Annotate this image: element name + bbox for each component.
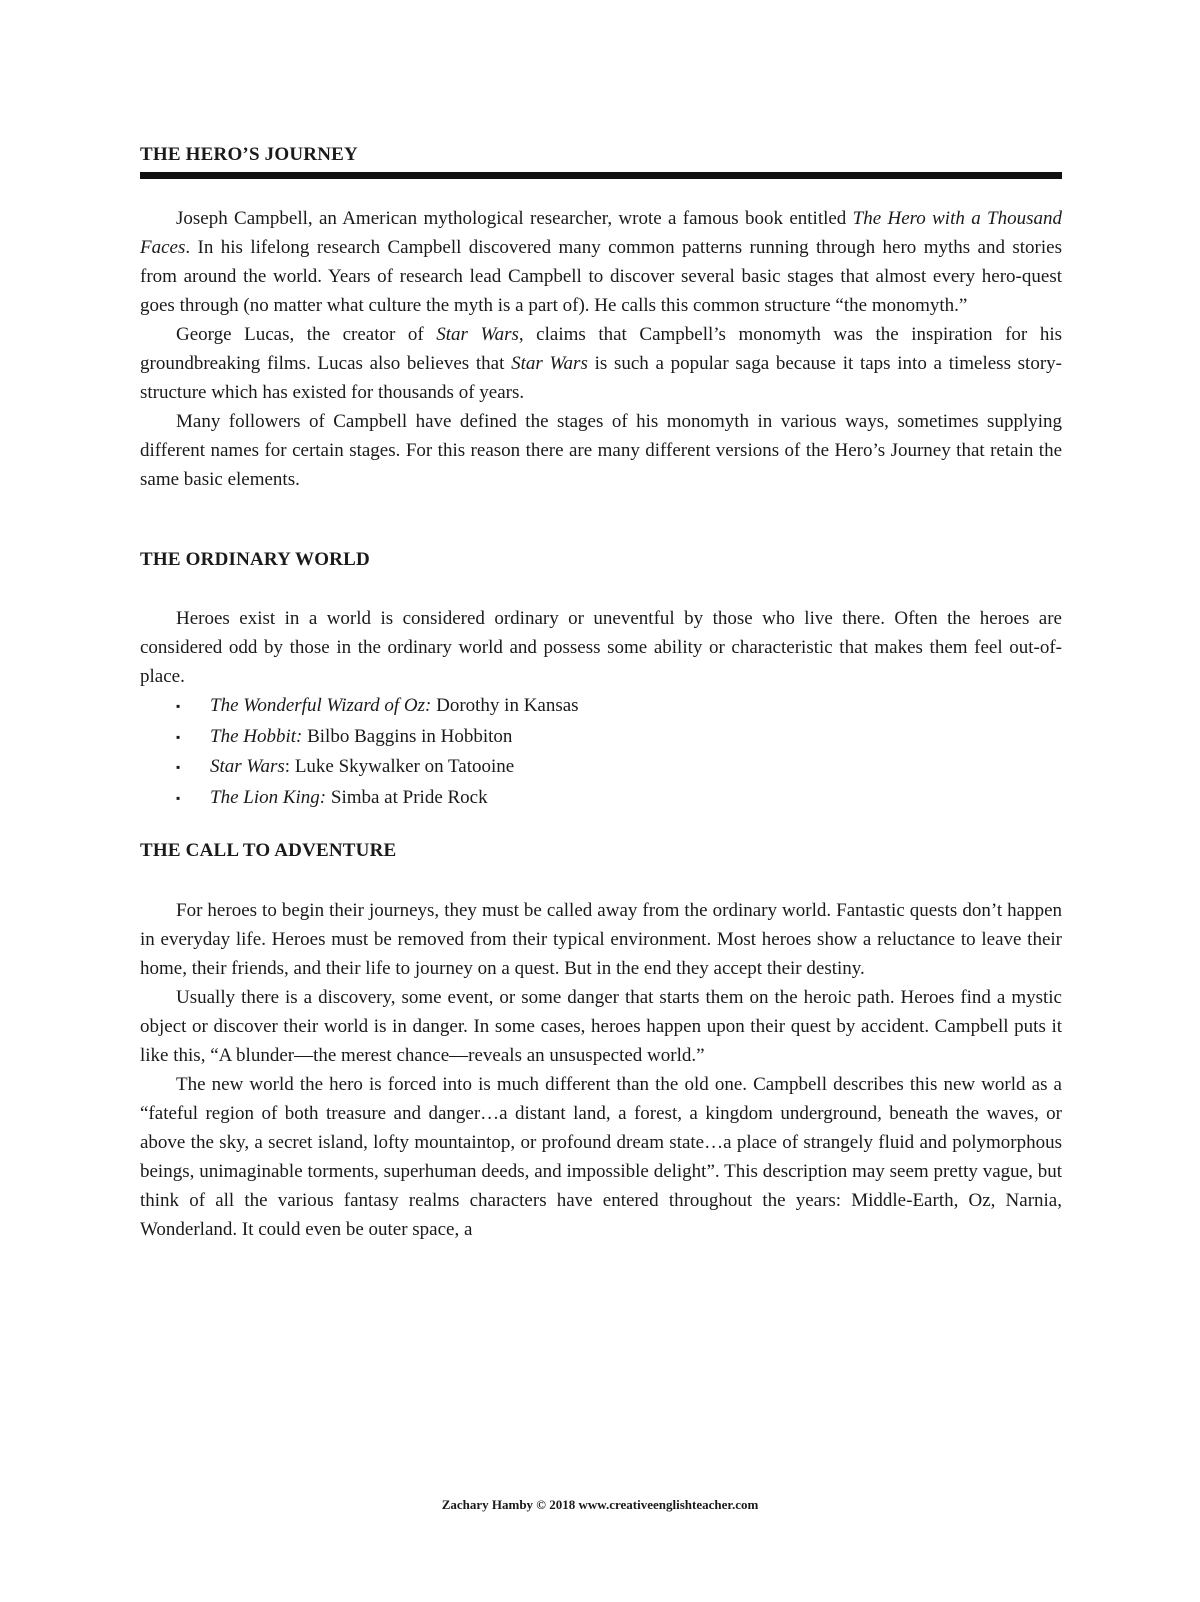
film-title: Star Wars xyxy=(436,324,519,345)
list-item xyxy=(140,691,1062,722)
ordinary-world-body xyxy=(140,604,1062,813)
intro-text: . In his lifelong research Campbell discovered many common patterns running through hero myths and stories from around the world. Years of research lead Campbell to discover several basic stages that almost every hero-quest goes through (no matter what culture the myth is a part of). He calls this common structure “the monomyth.” xyxy=(140,237,1062,316)
title-divider xyxy=(140,172,1062,179)
intro-text: Joseph Campbell, an American mythological researcher, wrote a famous book entitled xyxy=(176,208,853,229)
call-paragraph-3: The new world the hero is forced into is much different than the old one. Campbell describes this new world as a “fateful region of both treasure and danger…a distant land, a forest, a kingdom underground, beneath the waves, or above the sky, a secret island, lofty mountaintop, or profound dream state…a place of strangely fluid and polymorphous beings, unimaginable torments, superhuman deeds, and impossible delight”. This description may seem pretty vague, but think of all the various fantasy realms characters have entered throughout the years: Middle-Earth, Oz, Narnia, Wonderland. It could even be outer space, a xyxy=(140,1074,1062,1240)
bullet-icon: ▪ xyxy=(176,790,181,805)
intro-text: George Lucas, the creator of xyxy=(176,324,437,345)
work-title: Star Wars xyxy=(210,756,285,777)
film-title: Star Wars xyxy=(511,353,588,374)
list-item xyxy=(140,722,1062,753)
example-text: Bilbo Baggins in Hobbiton xyxy=(302,725,513,747)
bullet-icon: ▪ xyxy=(176,760,181,774)
ordinary-world-paragraph: Heroes exist in a world is considered ordinary or uneventful by those who live there. Often the heroes are considered odd by those in the ordinary world and possess some ability or characteristic that makes them feel out-of-place. xyxy=(140,608,1062,687)
call-paragraph-1: For heroes to begin their journeys, they must be called away from the ordinary world. Fantastic quests don’t happen in everyday life. Heroes must be removed from their typical environment. Most heroes show a reluctance to leave their home, their friends, and their life to journey on a quest. But in the end they accept their destiny. xyxy=(140,900,1062,979)
section-heading: THE CALL TO ADVENTURE xyxy=(140,840,397,861)
section-heading: THE ORDINARY WORLD xyxy=(140,549,370,570)
call-paragraph-2: Usually there is a discovery, some event, or some danger that starts them on the heroic path. Heroes find a mystic object or discover their world is in danger. In some cases, heroes happen upon their quest by accident. Campbell puts it like this, “A blunder—the merest chance—reveals an unsuspected world.” xyxy=(140,987,1062,1066)
work-title: The Wonderful Wizard of Oz: xyxy=(210,695,432,716)
page-footer: Zachary Hamby © 2018 www.creativeenglishteacher.com xyxy=(441,1497,759,1512)
book-title: The Hero with a Thousand Faces xyxy=(140,208,1062,258)
intro-text: is such a popular saga because it taps into a timeless story-structure which has existed for thousands of years. xyxy=(140,353,1062,403)
call-to-adventure-body xyxy=(140,896,1062,1244)
page-title: THE HERO’S JOURNEY xyxy=(140,144,358,165)
examples-list xyxy=(140,691,1062,813)
list-item xyxy=(140,783,1062,814)
intro-text: , claims that Campbell’s monomyth was the inspiration for his groundbreaking films. Lucas also believes that xyxy=(140,324,1062,374)
intro-paragraph-3: Many followers of Campbell have defined the stages of his monomyth in various ways, sometimes supplying different names for certain stages. For this reason there are many different versions of the Hero’s Journey that retain the same basic elements. xyxy=(140,411,1062,490)
call-to-adventure-section xyxy=(140,840,1062,862)
work-title: The Lion King: xyxy=(210,786,327,808)
list-item xyxy=(140,752,1062,783)
bullet-icon: ▪ xyxy=(176,699,181,713)
bullet-icon: ▪ xyxy=(176,729,181,744)
intro-paragraph-1 xyxy=(140,204,1062,320)
intro-section xyxy=(140,204,1062,494)
intro-paragraph-2 xyxy=(140,320,1062,407)
example-text: : Luke Skywalker on Tatooine xyxy=(284,756,515,777)
example-text: Simba at Pride Rock xyxy=(326,786,488,808)
example-text: Dorothy in Kansas xyxy=(431,695,579,716)
work-title: The Hobbit: xyxy=(210,725,303,747)
ordinary-world-section xyxy=(140,549,1062,571)
